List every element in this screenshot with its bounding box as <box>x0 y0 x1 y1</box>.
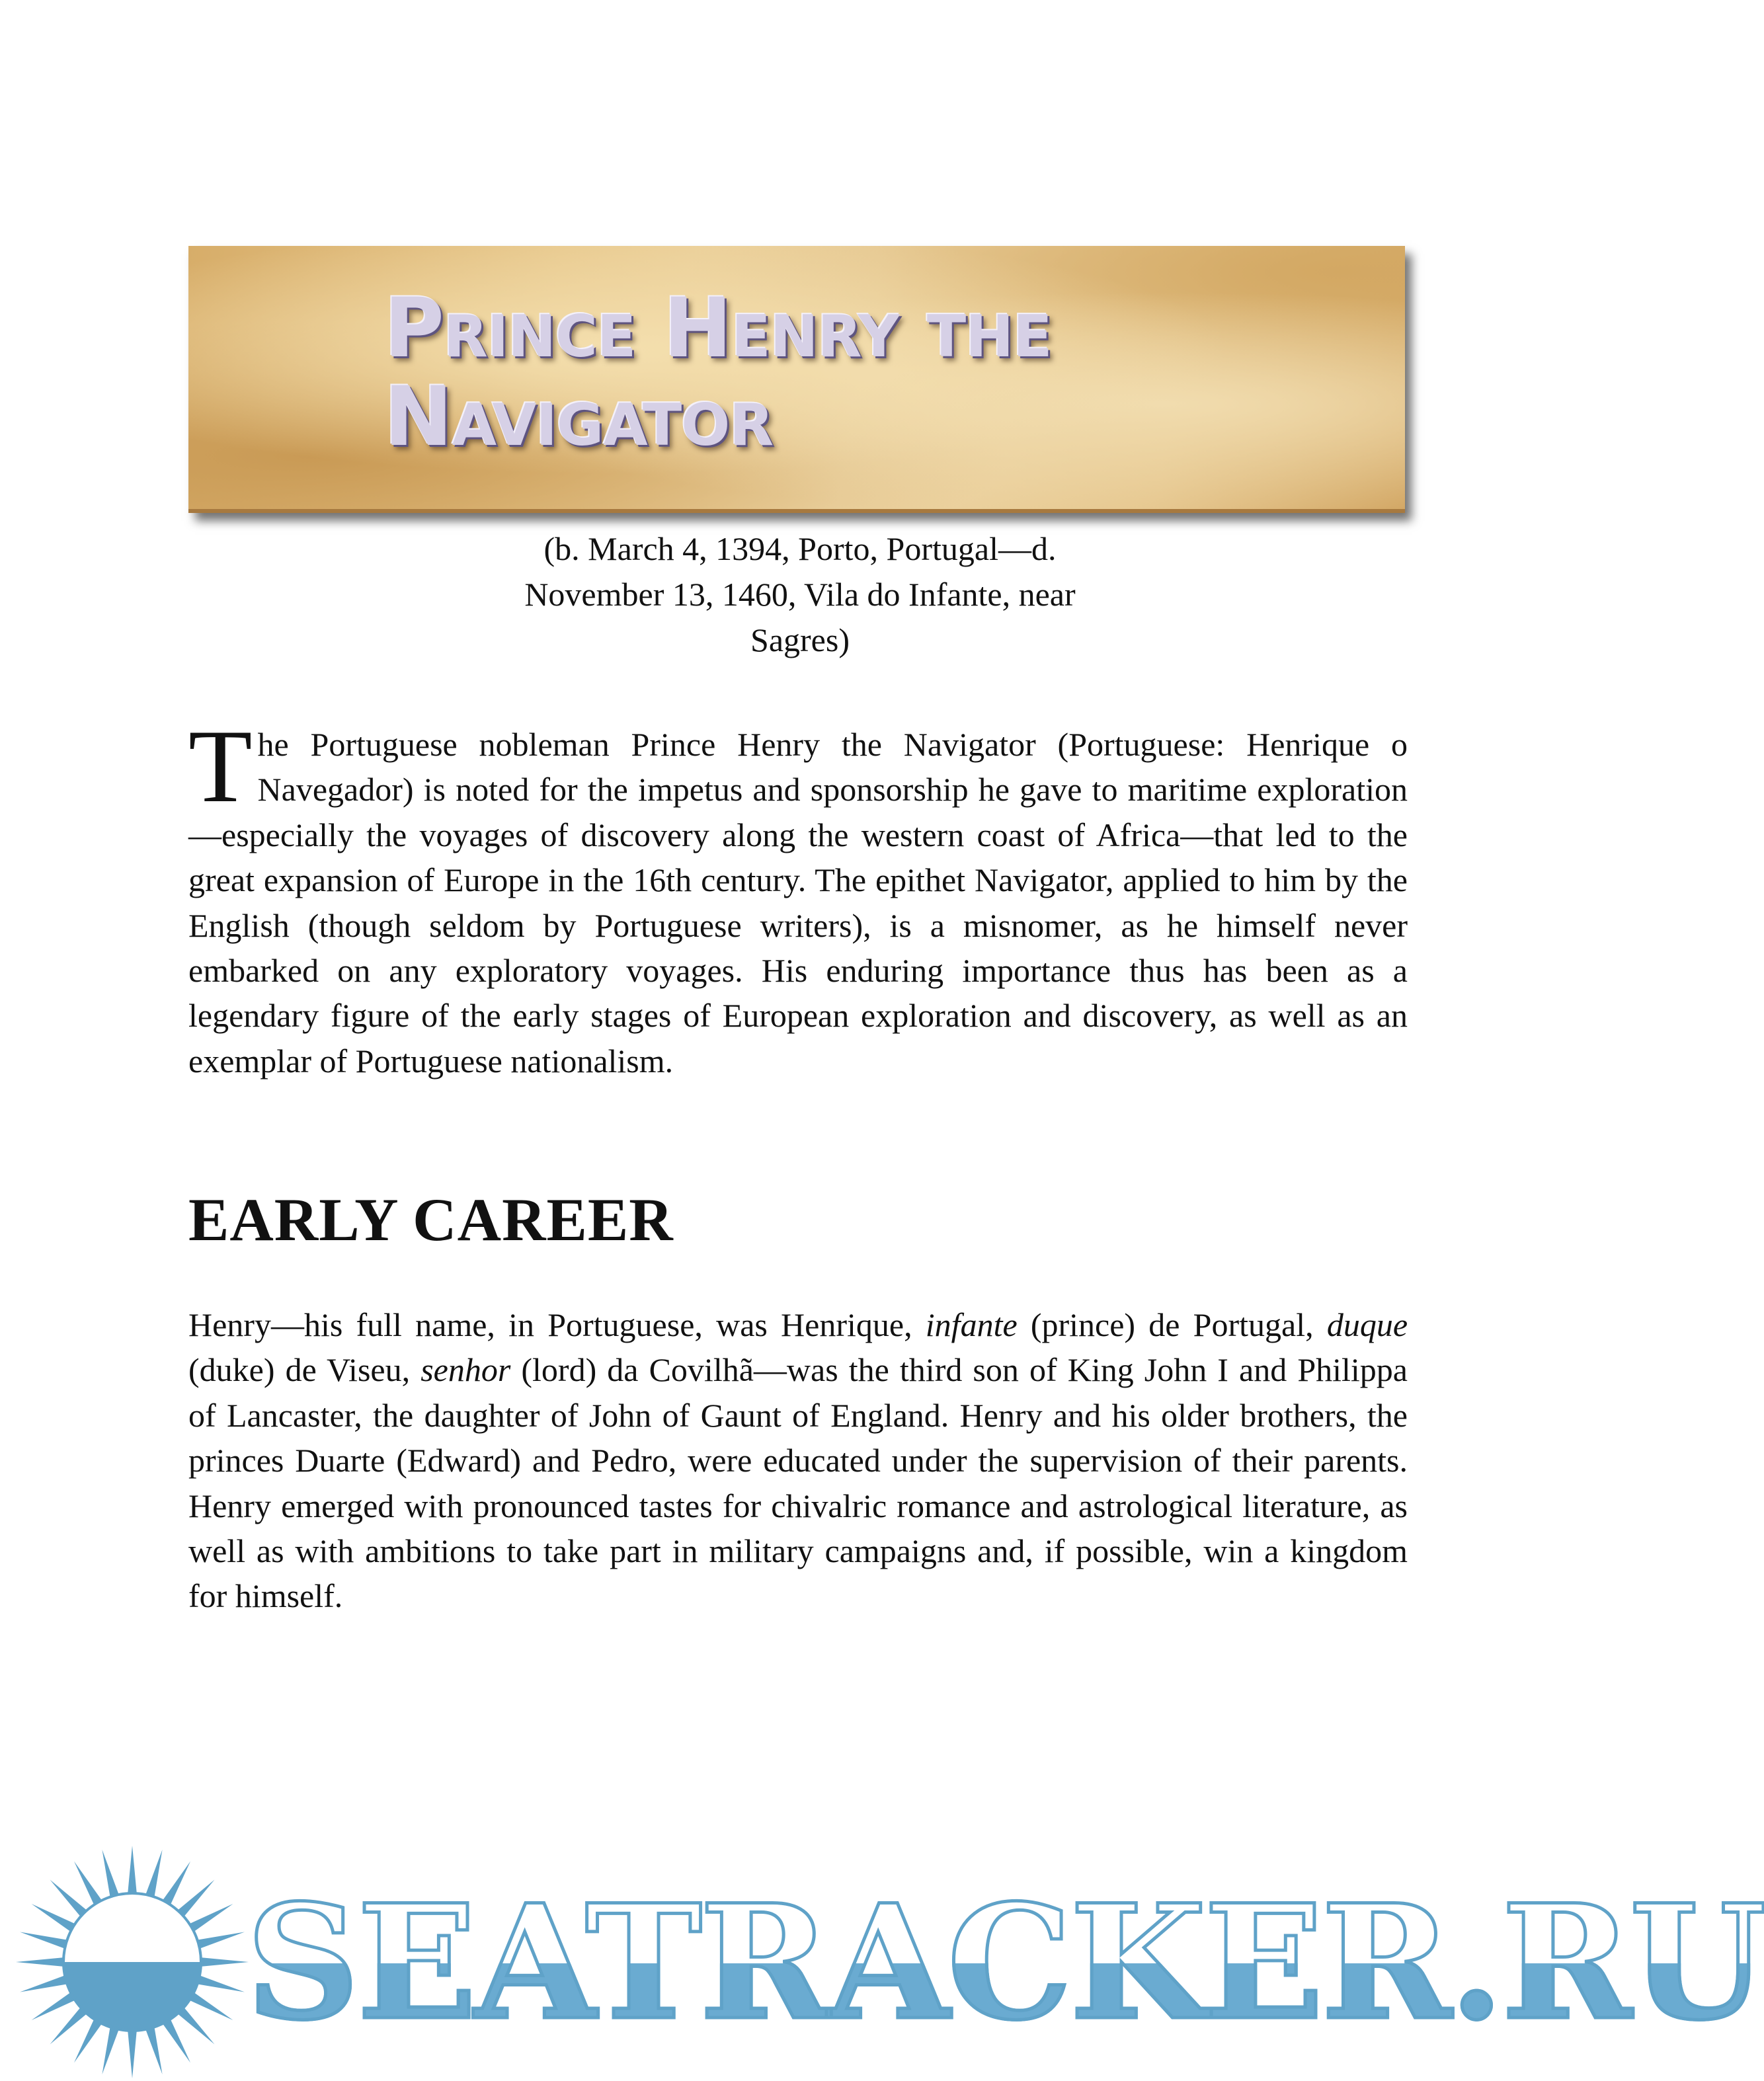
term-senhor: senhor <box>421 1351 511 1389</box>
lifespan-line3: Sagres) <box>750 621 850 658</box>
drop-cap: T <box>188 709 253 824</box>
early-career-paragraph <box>188 1302 1408 1619</box>
banner-title-line2: Navigator <box>384 370 774 465</box>
sunburst-ray <box>20 1975 70 1992</box>
intro-paragraph <box>188 709 1408 1083</box>
sunburst-ray <box>198 1957 249 1967</box>
sunburst-ray <box>128 2028 137 2078</box>
intro-text: he Portuguese nobleman Prince Henry the Navigator (Portuguese: Henrique o Navegador) is noted for the impetus and sponsorship he gave to maritime exploration—especially the voyages of discovery along the western coast of Africa—that led to the great expansion of Europe in the 16th century. The epithet Navigator, applied to him by the English (though seldom by Portuguese writers), is a misnomer, as he himself never embarked on any exploratory voyages. His enduring importance thus has been as a legendary figure of the early stages of European exploration and discovery, as well as an exemplar of Portuguese nationalism. <box>188 726 1408 1080</box>
sunburst-ray <box>20 1932 70 1949</box>
banner-title <box>384 281 1052 465</box>
sunburst-ray <box>145 1850 163 1900</box>
banner-title-line1: Prince Henry the <box>384 281 1052 376</box>
sunburst-ray <box>102 2024 120 2074</box>
term-infante: infante <box>925 1306 1018 1343</box>
section-heading: EARLY CAREER <box>188 1186 674 1253</box>
lifespan-caption <box>370 526 1230 663</box>
title-banner <box>188 246 1405 513</box>
sunburst-ray <box>128 1846 137 1896</box>
sunburst-ray <box>102 1850 120 1900</box>
watermark-text: SEATRACKER.RU <box>246 1871 1764 2055</box>
paragraph-text-3: (duke) de Viseu, <box>188 1351 421 1389</box>
paragraph-text-rest: (lord) da Covilhã—was the third son of King John I and Philippa of Lancaster, the daughter of John of Gaunt of England. Henry and his older brothers, the princes Duarte (Edward) and Pedro, were educated under the supervision of their parents. Henry emerged with pronounced tastes for chivalric romance and astrological literature, as well as with ambitions to take part in military campaigns and, if possible, win a kingdom for himself. <box>188 1351 1408 1615</box>
sunburst-ray <box>16 1957 66 1967</box>
lifespan-line1: (b. March 4, 1394, Porto, Portugal—d. <box>543 530 1057 567</box>
sunburst-ray <box>194 1932 245 1949</box>
paragraph-text-2: (prince) de Portugal, <box>1017 1306 1327 1343</box>
sunburst-icon <box>13 1843 251 2081</box>
sunburst-ray <box>194 1975 245 1992</box>
term-duque: duque <box>1326 1306 1408 1343</box>
lifespan-line2: November 13, 1460, Vila do Infante, near <box>524 576 1076 613</box>
paragraph-text-start: Henry—his full name, in Portuguese, was Henrique, <box>188 1306 926 1343</box>
sunburst-ray <box>145 2024 163 2074</box>
